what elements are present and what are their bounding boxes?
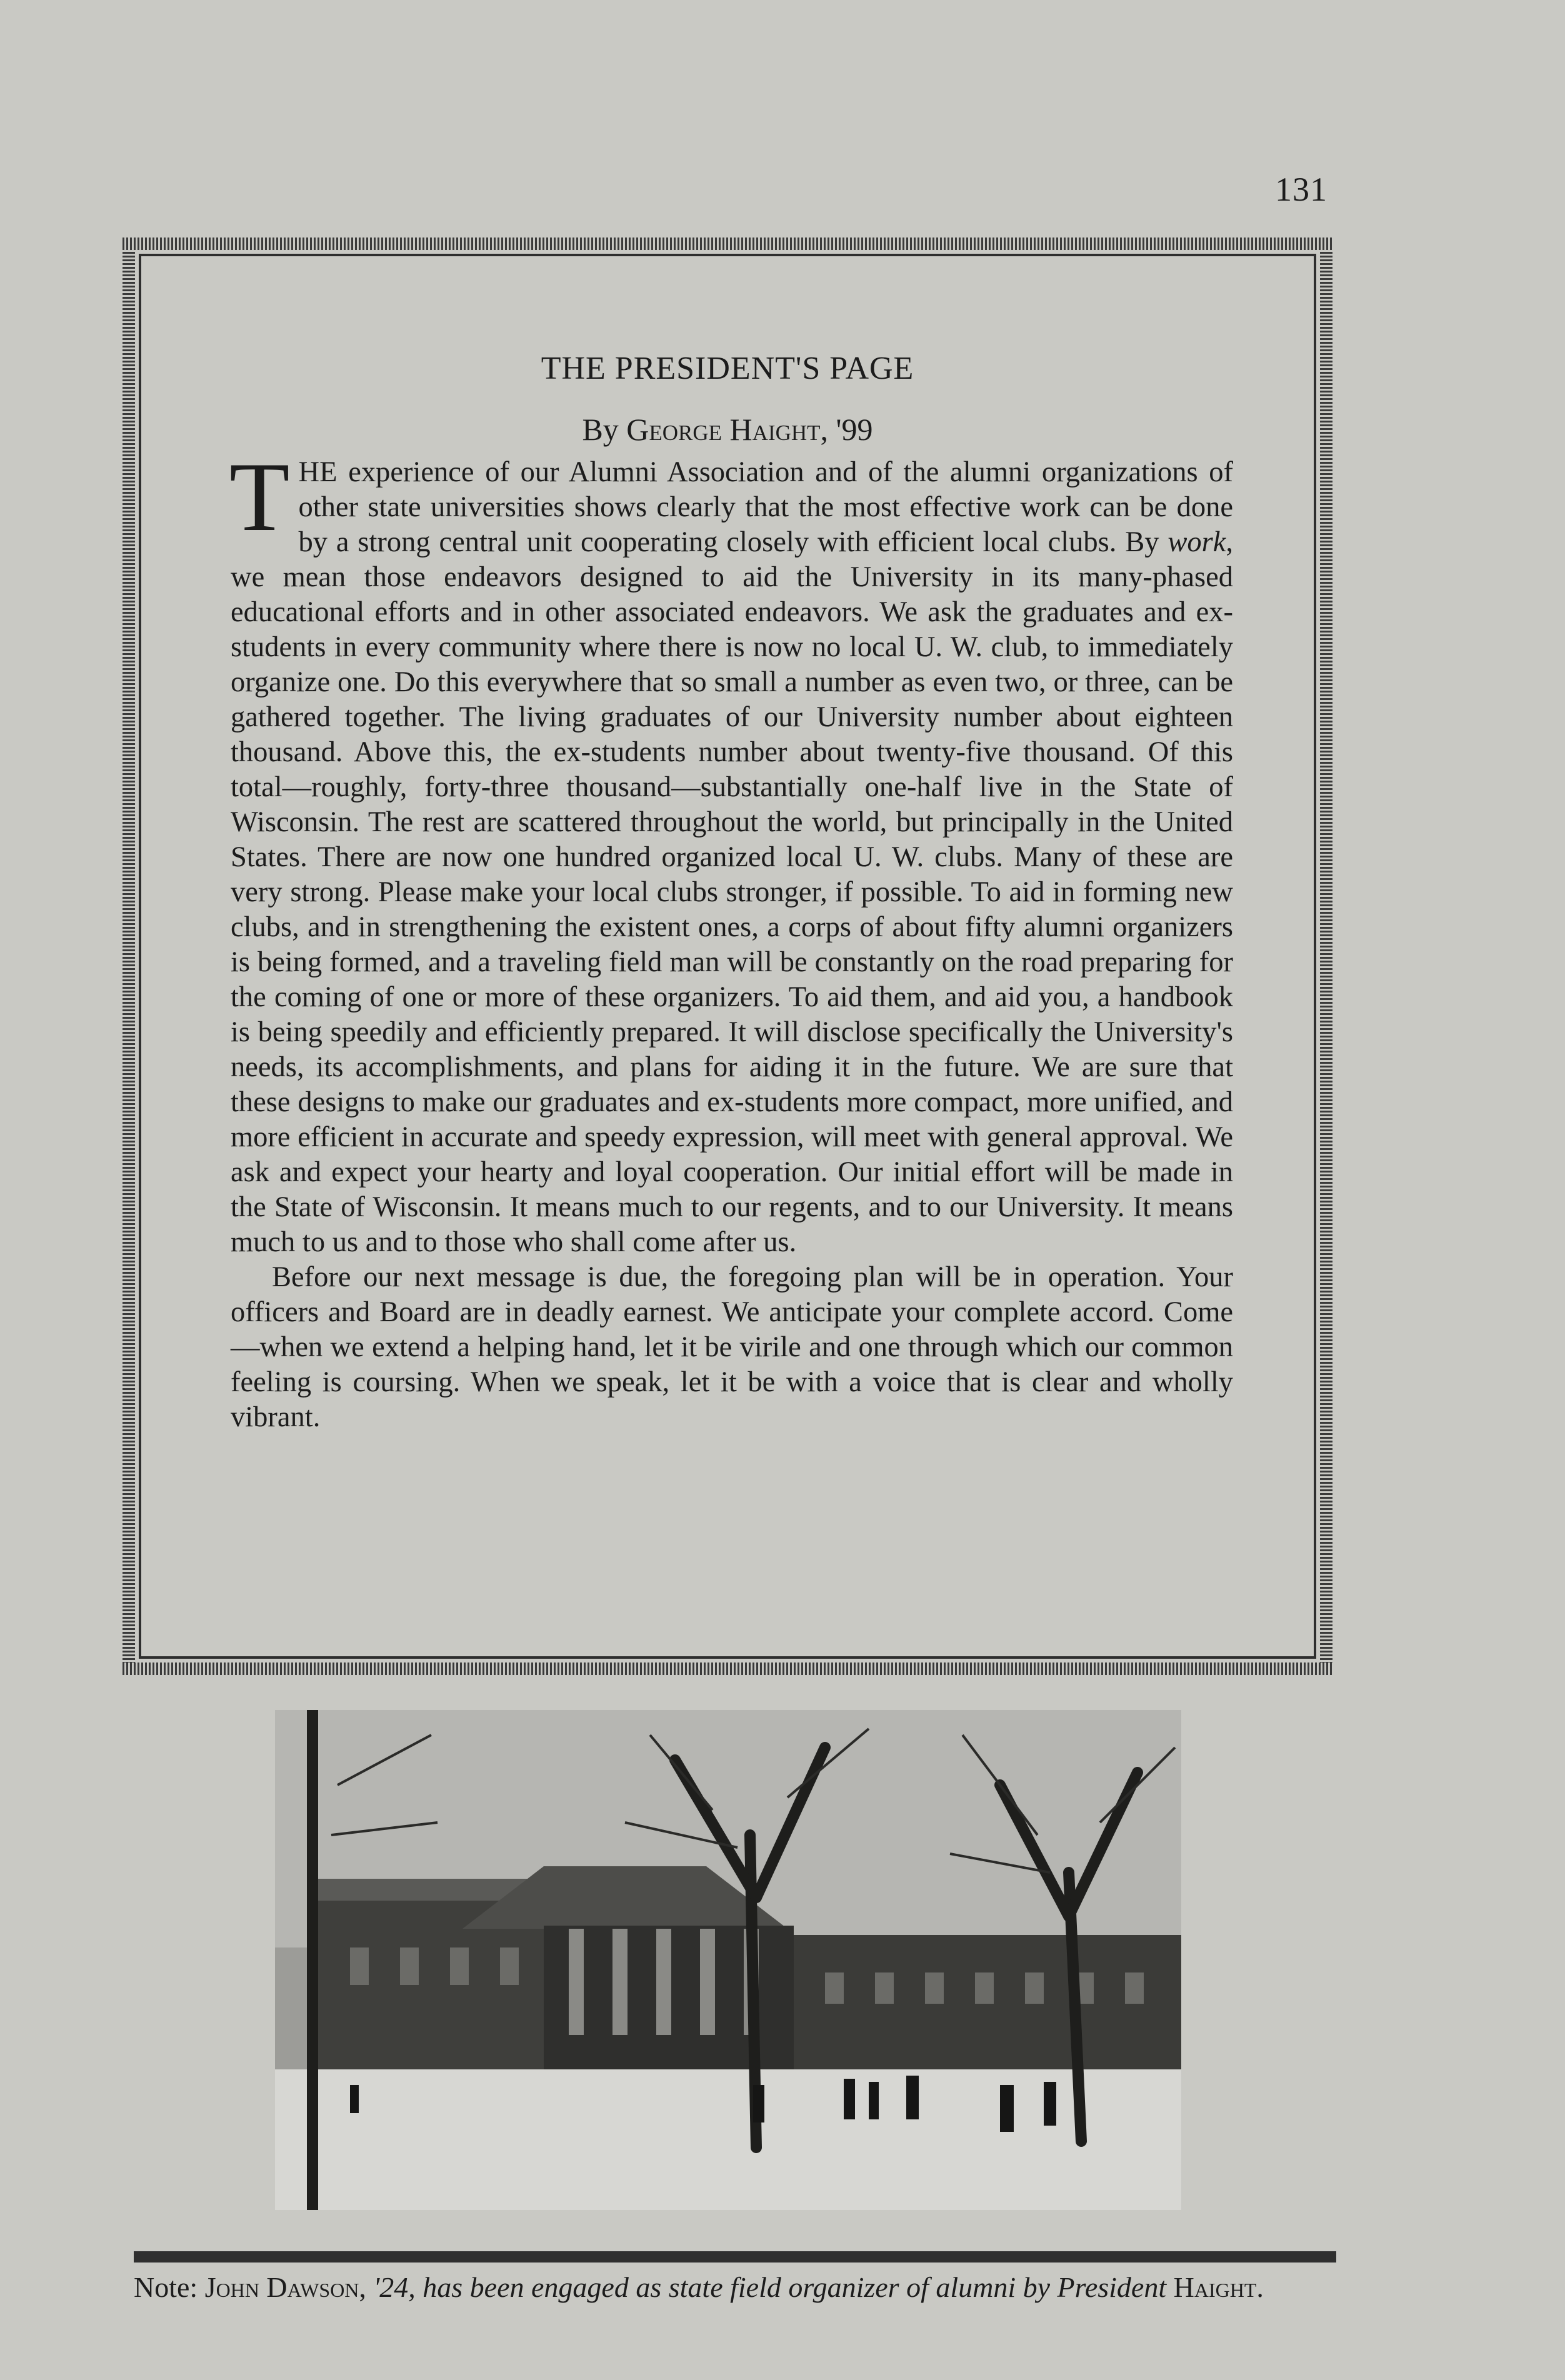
article-body	[229, 442, 1233, 1435]
note-label: Note:	[134, 2271, 198, 2303]
note-year: '24,	[373, 2271, 416, 2303]
drop-cap: T	[229, 442, 290, 552]
campus-photograph	[275, 1710, 1181, 2210]
article-paragraph-1-text: HE experience of our Alumni Association and of the alumni organizations of other state universities shows clearly that the most effective work can be done by a strong central unit cooperating closely with efficient local clubs. By	[298, 456, 1233, 558]
page-number: 131	[1275, 171, 1328, 208]
article-paragraph-1-rest: , we mean those endeavors designed to aid the University in its many-phased educational efforts and in other associated endeavors. We ask the graduates and ex-students in every community where there is now no local U. W. club, to immediately organize one. Do this everywhere that so small a number as even two, or three, can be gathered together. The living graduates of our University number about eighteen thousand. Above this, the ex-students number about twenty-five thousand. Of this total—roughly, forty-three thousand—substantially one-half live in the State of Wisconsin. The rest are scattered throughout the world, but principally in the United States. There are now one hundred organized local U. W. clubs. Many of these are very strong. Please make your local clubs stronger, if possible. To aid in forming new clubs, and in strengthening the existent ones, a corps of about fifty alumni organizers is being formed, and a traveling field man will be constantly on the road preparing for the coming of one or more of these organizers. To aid them, and aid you, a handbook is being speedily and efficiently prepared. It will disclose specifically the University's needs, its accomplishments, and plans for aiding it in the future. We are sure that these designs to make our graduates and ex-students more compact, more unified, and more efficient in accurate and speedy expression, will meet with general approval. We ask and expect your hearty and loyal cooperation. Our initial effort will be made in the State of Wisconsin. It means much to our regents, and to our University. It means much to us and to those who shall come after us.	[231, 526, 1233, 1258]
article-emphasis: work	[1168, 526, 1226, 558]
byline	[141, 411, 1314, 448]
byline-author: George Haight, '99	[626, 412, 873, 447]
article-paragraph-2: Before our next message is due, the foregoing plan will be in operation. Your officers and Board are in deadly earnest. We anticipate your complete accord. Come—when we extend a helping hand, let it be virile and one through which our common feeling is coursing. When we speak, let it be with a voice that is clear and wholly vibrant.	[231, 1261, 1233, 1433]
article-frame	[122, 238, 1332, 1675]
note-president: Haight.	[1173, 2271, 1264, 2303]
note-name: John Dawson,	[204, 2271, 366, 2303]
frame-inner-border	[139, 254, 1316, 1659]
divider-rule	[134, 2251, 1336, 2262]
footnote	[134, 2270, 1336, 2305]
byline-prefix: By	[582, 412, 619, 447]
article-paragraph-1	[229, 442, 1233, 1260]
note-text: has been engaged as state field organizer of alumni by President	[422, 2271, 1167, 2303]
page-title: THE PRESIDENT'S PAGE	[541, 351, 914, 386]
campus-photo-illustration	[275, 1710, 1181, 2210]
